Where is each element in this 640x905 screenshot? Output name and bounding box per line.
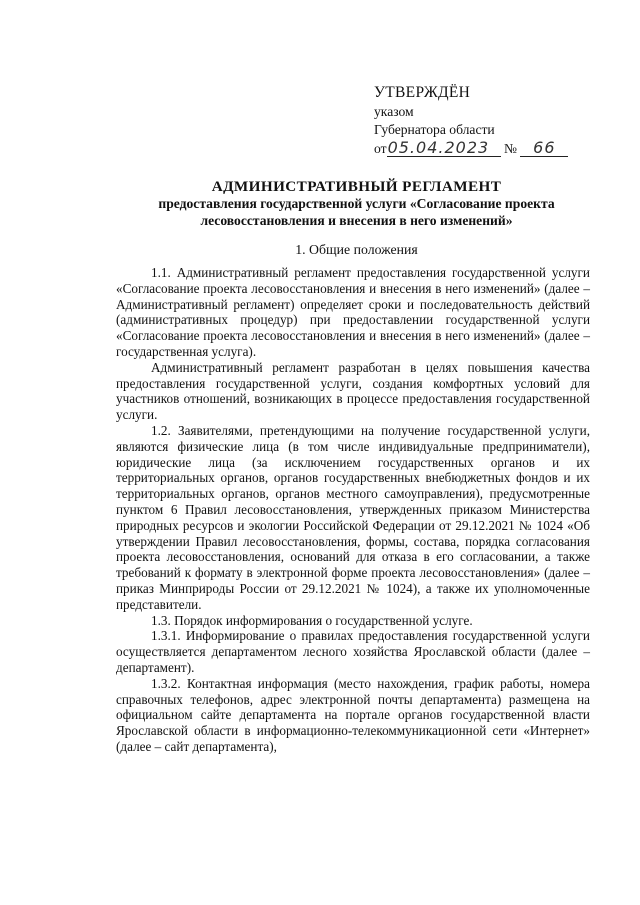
paragraph-1-3-2: 1.3.2. Контактная информация (место нахождения, график работы, номера справочных телефонов, адрес электронной почты департамента) размещена на официальном сайте департамента на портале органов государственной власти Ярославской области в информационно-телекоммуникационной сети «Интернет» (далее – сайт департамента), (116, 675, 590, 754)
paragraph-1-2: 1.2. Заявителями, претендующими на получение государственной услуги, являются физические лица (в том числе индивидуальные предприниматели), юридические лица (за исключением государственных органов и их территориальных органов, органов государственных внебюджетных фондов и их территориальных органов, органов местного самоуправления), предусмотренные пунктом 6 Правил лесовосстановления, утвержденных приказом Министерства природных ресурсов и экологии Российской Федерации от 29.12.2021 № 1024 «Об утверждении Правил лесовосстановления, формы, состава, порядка согласования проекта лесовосстановления, оснований для отказа в его согласовании, а также требований к формату в электронной форме проекта лесовосстановления» (далее – приказ Минприроды России от 29.12.2021 № 1024), а также их уполномоченные представители. (116, 422, 590, 612)
document-body (116, 265, 590, 755)
approval-status: УТВЕРЖДЁН (374, 84, 471, 101)
paragraph-1-1: 1.1. Административный регламент предоставления государственной услуги «Согласование проекта лесовосстановления и внесения в него изменений» (далее – Административный регламент) определяет сроки и последовательность действий (административных процедур) при предоставлении государственной услуги «Согласование проекта лесовосстановления и внесения в него изменений» (далее – государственная услуга). (116, 265, 590, 359)
document-subtitle-line1: предоставления государственной услуги «Согласование проекта (158, 196, 555, 211)
paragraph-1-3: 1.3. Порядок информирования о государственной услуге. (151, 612, 473, 628)
section-title: 1. Общие положения (295, 242, 418, 257)
paragraph-purpose: Административный регламент разработан в целях повышения качества предоставления государственной услуги, создания комфортных условий для участников отношений, возникающих в процессе предоставления государственной услуги. (116, 359, 590, 423)
approval-date-line (374, 137, 574, 159)
paragraph-1-3-1: 1.3.1. Информирование о правилах предоставления государственной услуги осуществляется департаментом лесного хозяйства Ярославской области (далее – департамент). (116, 628, 590, 675)
approval-issuer: Губернатора области (374, 122, 495, 137)
approval-decree-label: указом (374, 103, 414, 119)
document-subtitle-line2: лесовосстановления и внесения в него изменений» (200, 212, 513, 228)
document-title: АДМИНИСТРАТИВНЫЙ РЕГЛАМЕНТ (211, 178, 502, 195)
approval-date-prefix: от (374, 140, 387, 156)
document-title-block (110, 178, 603, 229)
approval-number-handwritten: 66 (520, 140, 568, 157)
approval-number-sign: № (503, 140, 517, 156)
approval-date-handwritten: 05.04.2023 (387, 140, 501, 157)
approval-stamp (374, 84, 574, 158)
